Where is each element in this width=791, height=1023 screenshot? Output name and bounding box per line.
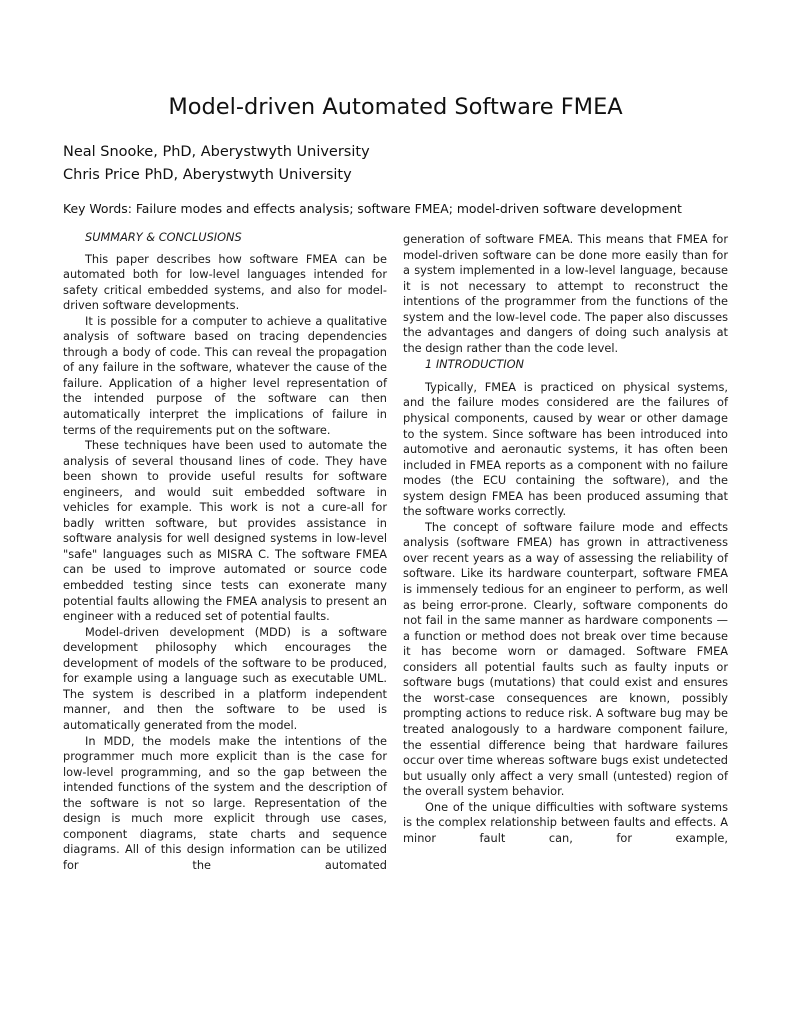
section-heading-introduction: 1 INTRODUCTION [425,357,525,372]
author-line: Chris Price PhD, Aberystwyth University [63,167,352,183]
body-paragraph: Typically, FMEA is practiced on physical systems, and the failure modes considered are the failures of physical components, caused by wear or other damage to the system. Since software has been introduced into automotive and aeronautic systems, it has often been included in FMEA reports as a component with no failure modes (the ECU containing the software), and the system design FMEA has been produced assuming that the software works correctly. [403,379,728,519]
author-line: Neal Snooke, PhD, Aberystwyth University [63,144,370,160]
paper-title: Model-driven Automated Software FMEA [168,94,623,120]
body-paragraph: It is possible for a computer to achieve a qualitative analysis of software based on tracing dependencies through a body of code. This can reveal the propagation of any failure in the software, whatever the cause of the failure. Application of a higher level representation of the intended purpose of the software can then automatically interpret the implications of failure in terms of the requirements put on the software. [63,313,387,437]
keywords-line: Key Words: Failure modes and effects analysis; software FMEA; model-driven software development [63,201,682,216]
body-paragraph: Model-driven development (MDD) is a software development philosophy which encourages the development of models of the software to be produced, for example using a language such as executable UML. The system is described in a platform independent manner, and then the software to be used is automatically generated from the model. [63,624,387,732]
right-column [403,232,728,846]
body-paragraph: This paper describes how software FMEA can be automated both for low-level languages intended for safety critical embedded systems, and also for model-driven software developments. [63,251,387,313]
body-paragraph: One of the unique difficulties with software systems is the complex relationship between faults and effects. A minor fault can, for example, [403,799,728,845]
section-heading-summary: SUMMARY & CONCLUSIONS [85,230,242,244]
body-paragraph: The concept of software failure mode and effects analysis (software FMEA) has grown in attractiveness over recent years as a way of assessing the reliability of software. Like its hardware counterpart, software FMEA is immensely tedious for an engineer to perform, as well as being error-prone. Clearly, software components do not fail in the same manner as hardware components — a function or method does not break over time because it has become worn or damaged. Software FMEA considers all potential faults such as faulty inputs or software bugs (mutations) that could exist and ensures the worst-case consequences are known, possibly prompting actions to reduce risk. A software bug may be treated analogously to a hardware component failure, the essential difference being that hardware failures occur over time whereas software bugs exist undetected but usually only affect a very small (untested) region of the overall system behavior. [403,519,728,799]
left-column [63,230,387,873]
body-paragraph-continuation: generation of software FMEA. This means that FMEA for model-driven software can be done more easily than for a system implemented in a low-level language, because it is not necessary to attempt to reconstruct the intentions of the programmer from the functions of the system and the low-level code. The paper also discusses the advantages and dangers of doing such analysis at the design rather than the code level. [403,232,728,355]
body-paragraph: In MDD, the models make the intentions of the programmer much more explicit than is the case for low-level programming, and so the gap between the intended functions of the system and the description of the software is not so large. Representation of the design is much more explicit through use cases, component diagrams, state charts and sequence diagrams. All of this design information can be utilized for the automated [63,733,387,872]
body-paragraph: These techniques have been used to automate the analysis of several thousand lines of code. They have been shown to provide useful results for software engineers, and would suit embedded software in vehicles for example. This work is not a cure-all for badly written software, but provides assistance in software analysis for well designed systems in low-level "safe" languages such as MISRA C. The software FMEA can be used to improve automated or source code embedded testing since tests can exonerate many potential faults allowing the FMEA analysis to present an engineer with a reduced set of potential faults. [63,438,387,624]
